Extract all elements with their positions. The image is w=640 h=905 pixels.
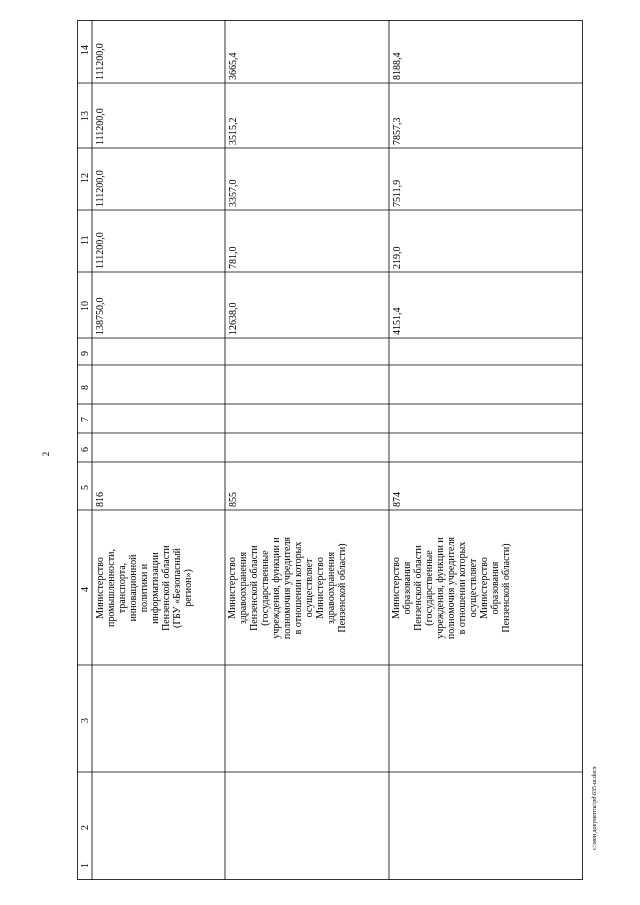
header-col-6: 6 [80,447,91,452]
row1-col13: 111200,0 [95,108,106,145]
header-col-10: 10 [80,301,91,311]
row2-col12: 3357,0 [228,179,239,207]
row3-col13: 7857,3 [392,117,403,145]
row2-col11: 781,0 [228,246,239,269]
page-number: 2 [41,451,51,457]
header-col-13: 13 [80,111,91,121]
header-col-11: 11 [80,235,91,245]
row2-col4: Министерство здравоохранения Пензенской области (государственные учреждения, функции и полномочия учредителя в отношении которых осуществляет Министерство здравоохранения Пензенской области) [227,536,348,640]
row1-col10: 138750,0 [95,297,106,335]
header-col-4: 4 [80,587,91,592]
row1-col14: 111200,0 [95,43,106,80]
row1-col11: 111200,0 [95,232,106,269]
header-col-2: 2 [80,825,91,830]
header-col-12: 12 [80,173,91,183]
row2-col10: 12638,0 [228,302,239,335]
header-col-9: 9 [80,351,91,356]
header-col-14: 14 [80,45,91,55]
footer-file-path: c:\мои документы\pd\635-ш.docx [592,766,598,850]
row1-col5: 816 [95,492,106,507]
header-col-5: 5 [80,485,91,490]
row1-col12: 111200,0 [95,170,106,207]
header-col-7: 7 [80,417,91,422]
header-col-1: 1 [80,863,91,868]
row3-col14: 8188,4 [392,52,403,80]
table-grid [77,20,583,880]
row2-col14: 3665,4 [228,52,239,80]
row1-col4: Министерство промышленности, транспорта, инновационной политики и информатизации Пензенской области (ГБУ «Безопасный регион») [95,545,194,631]
row3-col12: 7511,9 [392,179,403,207]
row3-col4: Министерство образования Пензенской области (государственные учреждения, функции и полномочия учредителя в отношении которых осуществляет Министерство образования Пензенской области) [391,536,512,640]
row2-col13: 3515,2 [228,117,239,145]
header-col-8: 8 [80,385,91,390]
row3-col5: 874 [392,492,403,507]
data-table [77,20,583,880]
row3-col11: 219,0 [392,246,403,269]
row3-col10: 4151,4 [392,307,403,335]
header-col-3: 3 [80,718,91,723]
row2-col5: 855 [228,492,239,507]
